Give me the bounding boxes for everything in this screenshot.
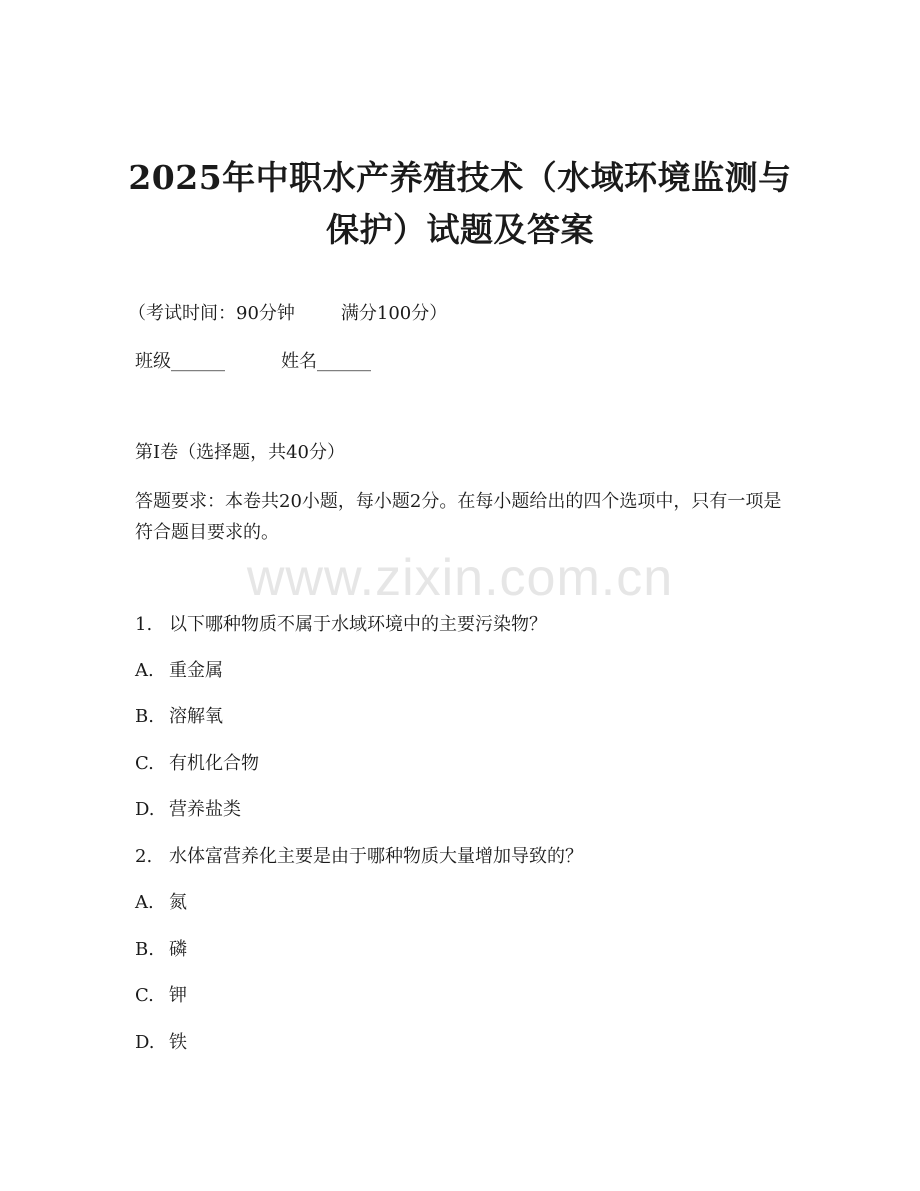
option-1a [135, 659, 223, 683]
option-1d [135, 798, 241, 822]
option-letter: B. [135, 939, 154, 960]
option-text: 氮 [169, 892, 187, 913]
option-1b [135, 705, 223, 729]
option-letter: A. [135, 660, 154, 681]
option-text: 营养盐类 [169, 799, 241, 820]
question-text: 以下哪种物质不属于水域环境中的主要污染物？ [169, 614, 547, 635]
option-letter: C. [135, 985, 154, 1006]
option-2d [135, 1031, 187, 1055]
option-text: 有机化合物 [169, 753, 259, 774]
option-text: 钾 [169, 985, 187, 1006]
document-title [100, 152, 820, 256]
name-field: 姓名______ [281, 351, 371, 372]
option-letter: D. [135, 1032, 155, 1053]
option-text: 磷 [169, 939, 187, 960]
option-2a [135, 891, 187, 915]
question-number: 2. [135, 846, 153, 867]
question-1 [135, 613, 547, 637]
option-letter: B. [135, 706, 154, 727]
question-number: 1. [135, 614, 153, 635]
title-line-2: 保护）试题及答案 [326, 210, 594, 249]
option-letter: C. [135, 753, 154, 774]
question-text: 水体富营养化主要是由于哪种物质大量增加导致的？ [169, 846, 583, 867]
class-field: 班级______ [135, 351, 225, 372]
exam-info [128, 302, 447, 326]
option-1c [135, 752, 259, 776]
option-letter: D. [135, 799, 155, 820]
instructions: 答题要求：本卷共20小题，每小题2分。在每小题给出的四个选项中，只有一项是符合题目要求的。 [135, 491, 782, 543]
exam-time: （考试时间：90分钟 [128, 303, 295, 324]
option-2c [135, 984, 187, 1008]
watermark: www.zixin.com.cn [246, 549, 674, 607]
title-line-1: 2025年中职水产养殖技术（水域环境监测与 [128, 158, 792, 197]
option-text: 重金属 [169, 660, 223, 681]
section-heading: 第I卷（选择题，共40分） [135, 442, 346, 463]
question-2 [135, 845, 583, 869]
option-2b [135, 938, 187, 962]
option-letter: A. [135, 892, 154, 913]
full-score: 满分100分） [340, 303, 448, 324]
student-fields [135, 350, 371, 374]
option-text: 溶解氧 [169, 706, 223, 727]
option-text: 铁 [169, 1032, 187, 1053]
